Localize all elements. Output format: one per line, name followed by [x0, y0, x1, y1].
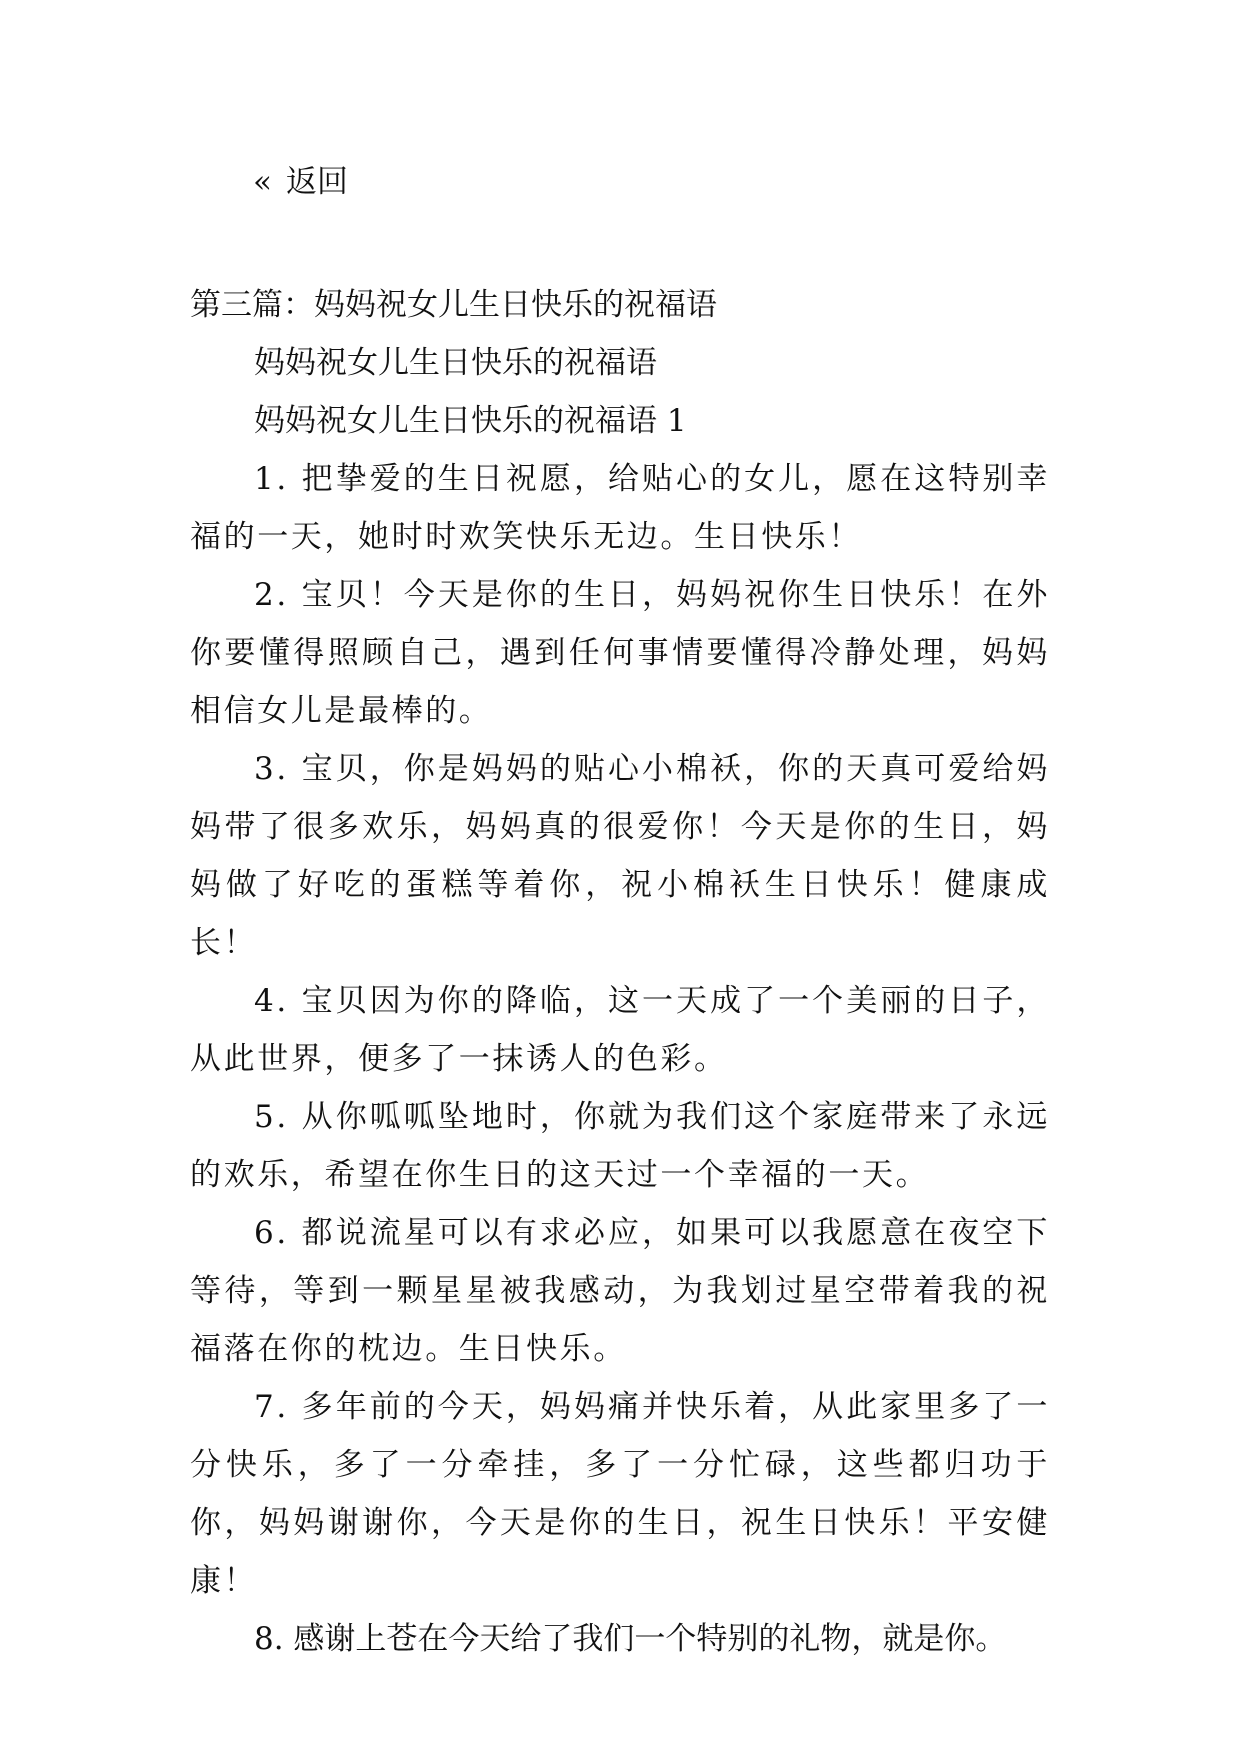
- section-title: 第三篇：妈妈祝女儿生日快乐的祝福语: [190, 287, 717, 323]
- paragraph-2: 2. 宝贝！今天是你的生日，妈妈祝你生日快乐！在外你要懂得照顾自己，遇到任何事情要懂得冷静处理，妈妈相信女儿是最棒的。: [190, 577, 1050, 729]
- paragraph-5: 5. 从你呱呱坠地时，你就为我们这个家庭带来了永远的欢乐，希望在你生日的这天过一个幸福的一天。: [190, 1099, 1050, 1193]
- paragraph-7: 7. 多年前的今天，妈妈痛并快乐着，从此家里多了一分快乐，多了一分牵挂，多了一分忙碌，这些都归功于你，妈妈谢谢你，今天是你的生日，祝生日快乐！平安健康！: [190, 1389, 1050, 1599]
- paragraph-3: 3. 宝贝，你是妈妈的贴心小棉袄，你的天真可爱给妈妈带了很多欢乐，妈妈真的很爱你！今天是你的生日，妈妈做了好吃的蛋糕等着你，祝小棉袄生日快乐！健康成长！: [190, 751, 1050, 961]
- paragraph-6: 6. 都说流星可以有求必应，如果可以我愿意在夜空下等待，等到一颗星星被我感动，为我划过星空带着我的祝福落在你的枕边。生日快乐。: [190, 1215, 1050, 1367]
- document-subtitle-numbered: 妈妈祝女儿生日快乐的祝福语 1: [254, 403, 687, 439]
- back-button[interactable]: [253, 162, 348, 202]
- document-subtitle: 妈妈祝女儿生日快乐的祝福语: [254, 345, 657, 381]
- paragraph-4: 4. 宝贝因为你的降临，这一天成了一个美丽的日子，从此世界，便多了一抹诱人的色彩。: [190, 983, 1050, 1077]
- document-body: [190, 276, 1050, 1668]
- paragraph-1: 1. 把挚爱的生日祝愿，给贴心的女儿，愿在这特别幸福的一天，她时时欢笑快乐无边。生日快乐！: [190, 461, 1050, 555]
- back-chevron-icon: «: [253, 164, 272, 200]
- paragraph-8: 8. 感谢上苍在今天给了我们一个特别的礼物，就是你。: [254, 1621, 1007, 1657]
- back-label: 返回: [285, 164, 348, 200]
